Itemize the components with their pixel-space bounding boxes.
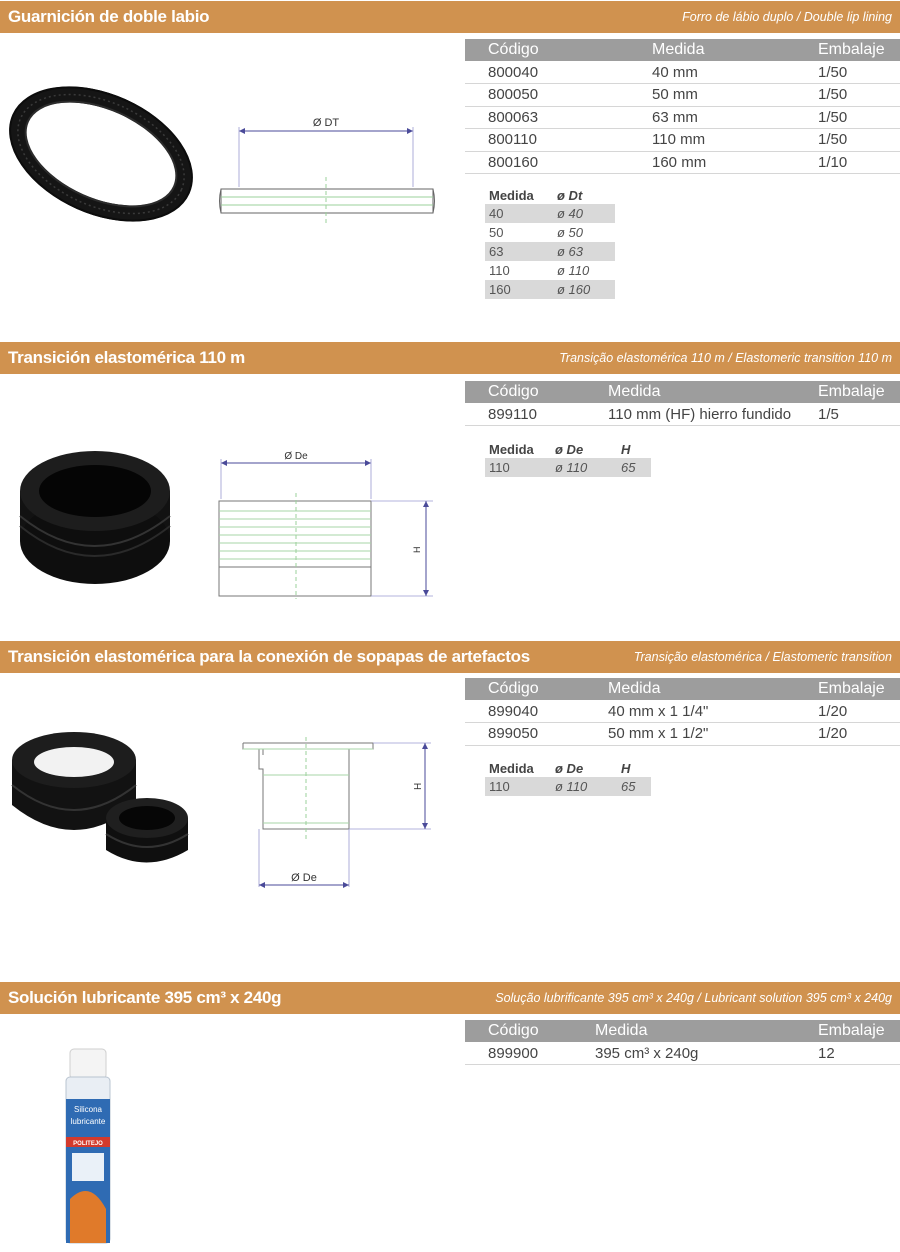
cell-code: 800050	[465, 84, 629, 107]
product-table	[465, 381, 900, 426]
cell-code: 899050	[465, 723, 585, 746]
section-title: Solución lubricante 395 cm³ x 240g	[8, 988, 282, 1007]
dims-cell: 65	[617, 777, 651, 796]
cell-code: 800040	[465, 61, 629, 84]
dims-cell: ø 110	[551, 458, 617, 477]
cell-packaging: 1/5	[795, 403, 900, 426]
column-header: Medida	[629, 39, 795, 61]
technical-drawing-lining	[215, 105, 440, 225]
table-row	[465, 1042, 900, 1065]
dims-row	[485, 280, 615, 299]
cell-packaging: 1/50	[795, 84, 900, 107]
dims-header: H	[621, 441, 631, 457]
cell-packaging: 1/10	[795, 151, 900, 174]
dims-row	[485, 242, 615, 261]
section-title: Guarnición de doble labio	[8, 7, 210, 26]
cell-measure: 40 mm x 1 1/4"	[585, 700, 795, 723]
can-brand: POLITEJO	[73, 1141, 103, 1147]
dims-header: ø De	[555, 441, 584, 457]
drawing-height-label: H	[413, 782, 424, 790]
dims-row	[485, 223, 615, 242]
product-photo-double-lip-ring	[5, 90, 200, 220]
product-table	[465, 39, 900, 174]
dims-header: ø Dt	[557, 187, 583, 203]
cell-code: 800063	[465, 106, 629, 129]
column-header: Embalaje	[795, 39, 900, 61]
dimensions-table	[485, 186, 615, 299]
section-header-bar	[0, 641, 900, 673]
cell-code: 800110	[465, 129, 629, 152]
table-row	[465, 151, 900, 174]
dims-cell: 65	[617, 458, 651, 477]
cell-packaging: 1/50	[795, 129, 900, 152]
cell-packaging: 1/50	[795, 61, 900, 84]
section-title: Transición elastomérica 110 m	[8, 348, 245, 367]
table-row	[465, 84, 900, 107]
cell-measure: 50 mm	[629, 84, 795, 107]
section-header-bar	[0, 1, 900, 33]
cell-measure: 110 mm (HF) hierro fundido	[585, 403, 795, 426]
column-header: Medida	[585, 381, 795, 403]
dims-cell: 110	[485, 458, 551, 477]
section-elastomeric-transition-110	[0, 341, 900, 639]
dimensions-table	[485, 759, 651, 796]
dims-cell: ø 63	[553, 242, 615, 261]
section-lubricant-solution	[0, 981, 900, 1252]
cell-measure: 395 cm³ x 240g	[572, 1042, 795, 1065]
column-header: Embalaje	[795, 381, 900, 403]
dimensions-table	[485, 440, 651, 477]
dims-cell: 160	[485, 280, 553, 299]
column-header: Medida	[572, 1020, 795, 1042]
table-header-row	[465, 1020, 900, 1042]
dims-cell: 40	[485, 204, 553, 223]
table-header-row	[465, 678, 900, 700]
column-header: Código	[465, 381, 585, 403]
dims-cell: ø 40	[553, 204, 615, 223]
technical-drawing-transition-110	[205, 449, 440, 601]
dims-cell: ø 110	[557, 263, 590, 278]
cell-measure: 160 mm	[629, 151, 795, 174]
cell-measure: 50 mm x 1 1/2"	[585, 723, 795, 746]
dims-header: Medida	[489, 187, 534, 203]
table-header-row	[465, 39, 900, 61]
section-subtitle: Transição elastomérica 110 m / Elastomeric transition 110 m	[559, 351, 892, 365]
product-photo-lubricant-can	[60, 1049, 120, 1245]
column-header: Embalaje	[795, 678, 900, 700]
can-label-line2: lubricante	[70, 1117, 106, 1126]
cell-code: 800160	[465, 151, 629, 174]
product-table	[465, 678, 900, 746]
table-row	[465, 61, 900, 84]
dims-cell: ø 160	[553, 280, 615, 299]
column-header: Embalaje	[795, 1020, 900, 1042]
cell-code: 899040	[465, 700, 585, 723]
section-title: Transición elastomérica para la conexión de sopapas de artefactos	[8, 647, 530, 666]
table-row	[465, 129, 900, 152]
cell-packaging: 1/20	[795, 723, 900, 746]
table-row	[465, 403, 900, 426]
table-row	[465, 700, 900, 723]
table-row	[465, 723, 900, 746]
dims-cell: 50	[489, 225, 504, 240]
product-photo-sink-trap-transition	[8, 730, 193, 870]
section-sink-trap-transition	[0, 640, 900, 980]
section-subtitle: Solução lubrificante 395 cm³ x 240g / Lubricant solution 395 cm³ x 240g	[495, 991, 892, 1005]
dims-row	[485, 458, 651, 477]
technical-drawing-sink-trap	[235, 735, 440, 895]
column-header: Código	[465, 39, 629, 61]
cell-code: 899900	[465, 1042, 572, 1065]
drawing-height-label: H	[412, 546, 422, 553]
cell-packaging: 1/50	[795, 106, 900, 129]
column-header: Código	[465, 678, 585, 700]
dims-header-row	[485, 440, 651, 458]
section-header-bar	[0, 342, 900, 374]
dims-header-row	[485, 759, 651, 777]
column-header: Código	[465, 1020, 572, 1042]
dims-cell: ø 50	[557, 225, 584, 240]
dims-row	[485, 204, 615, 223]
dims-header: Medida	[489, 441, 534, 457]
dims-cell: 63	[485, 242, 553, 261]
drawing-dimension-label: Ø DT	[312, 117, 340, 129]
product-photo-transition-110	[12, 446, 177, 596]
column-header: Medida	[585, 678, 795, 700]
section-double-lip-lining	[0, 0, 900, 340]
dims-header: ø De	[555, 760, 584, 776]
section-header-bar	[0, 982, 900, 1014]
cell-packaging: 12	[795, 1042, 900, 1065]
dims-header-row	[485, 186, 615, 204]
section-subtitle: Forro de lábio duplo / Double lip lining	[682, 10, 892, 24]
drawing-dimension-label: Ø De	[284, 451, 308, 462]
dims-cell: 110	[489, 263, 510, 278]
product-table	[465, 1020, 900, 1065]
cell-code: 899110	[465, 403, 585, 426]
cell-measure: 110 mm	[629, 129, 795, 152]
drawing-dimension-label: Ø De	[291, 872, 317, 884]
dims-row	[485, 261, 615, 280]
section-subtitle: Transição elastomérica / Elastomeric transition	[633, 650, 892, 664]
dims-cell: 110	[485, 777, 551, 796]
table-row	[465, 106, 900, 129]
dims-header: H	[621, 760, 631, 776]
cell-measure: 63 mm	[629, 106, 795, 129]
dims-row	[485, 777, 651, 796]
cell-packaging: 1/20	[795, 700, 900, 723]
dims-cell: ø 110	[551, 777, 617, 796]
dims-header: Medida	[489, 760, 534, 776]
can-label-line1: Silicona	[73, 1105, 103, 1114]
table-header-row	[465, 381, 900, 403]
cell-measure: 40 mm	[629, 61, 795, 84]
